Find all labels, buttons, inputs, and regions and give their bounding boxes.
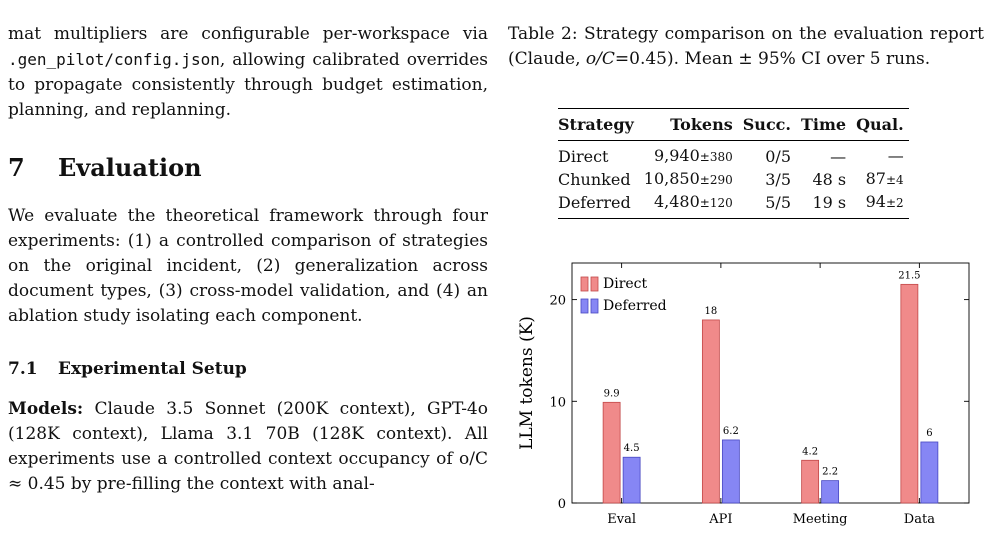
tokens-ci: ±380 bbox=[699, 150, 733, 164]
bar-deferred bbox=[921, 442, 938, 503]
header-succ: Succ. bbox=[742, 115, 791, 134]
tokens-ci: ±290 bbox=[699, 173, 733, 187]
bar-direct bbox=[603, 402, 620, 503]
header-time: Time bbox=[801, 115, 847, 134]
config-path: .gen_pilot/config.json bbox=[8, 50, 220, 69]
data-label: 9.9 bbox=[603, 388, 620, 400]
strategy-cell: Deferred bbox=[558, 193, 631, 212]
tokens-ci: ±120 bbox=[699, 196, 733, 210]
caption-text-end: =0.45). Mean ± 95% CI over 5 runs. bbox=[614, 49, 931, 69]
left-column bbox=[8, 22, 488, 497]
legend-swatch bbox=[591, 277, 598, 291]
tokens-cell bbox=[639, 141, 738, 169]
subsection-number: 7.1 bbox=[8, 359, 38, 379]
table-header-row bbox=[558, 109, 909, 141]
bar-chart bbox=[508, 252, 978, 556]
strategy-cell: Chunked bbox=[558, 170, 631, 189]
models-paragraph bbox=[8, 397, 488, 497]
legend-swatch bbox=[581, 277, 588, 291]
bar-deferred bbox=[623, 457, 640, 503]
qual-ci: ±2 bbox=[885, 196, 904, 210]
caption-math: o/C bbox=[585, 49, 615, 69]
legend-swatch bbox=[581, 299, 588, 313]
models-text: Claude 3.5 Sonnet (200K context), GPT-4o (128K context), Llama 3.1 70B (128K context). All experiments use a controlled context occupancy of o/C ≈ 0.45 by pre-filling the context with anal- bbox=[8, 399, 488, 494]
intro-text: mat multipliers are configurable per-workspace via bbox=[8, 24, 488, 44]
legend-swatch bbox=[591, 299, 598, 313]
caption-text: Table 2: Strategy comparison on the evaluation report (Claude, bbox=[508, 24, 984, 69]
table-row bbox=[558, 191, 909, 219]
bar-deferred bbox=[822, 481, 839, 503]
table-caption bbox=[508, 22, 984, 72]
data-label: 4.2 bbox=[802, 446, 819, 458]
strategy-cell: Direct bbox=[558, 147, 609, 166]
evaluation-paragraph: We evaluate the theoretical framework through four experiments: (1) a controlled comparison of strategies on the original incident, (2) generalization across document types, (3) cross-model validation, and (4) an ablation study isolating each component. bbox=[8, 206, 488, 326]
subsection-title: Experimental Setup bbox=[58, 359, 247, 379]
right-column bbox=[508, 22, 984, 527]
legend-label: Deferred bbox=[603, 298, 667, 314]
subsection-heading bbox=[8, 359, 488, 379]
x-tick-label: Eval bbox=[607, 512, 636, 527]
x-tick-label: API bbox=[709, 512, 733, 527]
data-label: 18 bbox=[704, 305, 718, 317]
intro-text-end: , allowing calibrated overrides to propagate consistently through budget estimation, planning, and replanning. bbox=[8, 50, 488, 120]
data-label: 6.2 bbox=[722, 425, 739, 437]
tokens-value: 9,940 bbox=[653, 146, 700, 165]
bar-deferred bbox=[722, 440, 739, 503]
bar-direct bbox=[702, 320, 719, 503]
header-qual: Qual. bbox=[856, 115, 904, 134]
tokens-cell bbox=[639, 191, 738, 219]
legend-label: Direct bbox=[603, 276, 648, 292]
succ-cell: 0/5 bbox=[765, 147, 791, 166]
data-label: 4.5 bbox=[623, 443, 640, 455]
tokens-value: 10,850 bbox=[643, 169, 700, 188]
models-label: Models: bbox=[8, 399, 84, 419]
qual-cell bbox=[851, 191, 909, 219]
y-axis-label: LLM tokens (K) bbox=[517, 316, 537, 450]
header-strategy: Strategy bbox=[558, 115, 634, 134]
succ-cell: 5/5 bbox=[765, 193, 791, 212]
section-title: Evaluation bbox=[58, 153, 202, 182]
time-cell: 19 s bbox=[812, 193, 847, 212]
bar-direct bbox=[802, 460, 819, 503]
header-tokens: Tokens bbox=[670, 115, 733, 134]
qual-value: 94 bbox=[865, 192, 886, 211]
time-cell: — bbox=[830, 147, 847, 166]
data-label: 21.5 bbox=[898, 270, 921, 282]
intro-paragraph bbox=[8, 22, 488, 123]
y-tick-label: 0 bbox=[557, 497, 566, 512]
qual-cell bbox=[851, 168, 909, 191]
y-tick-label: 20 bbox=[549, 293, 566, 309]
time-cell: 48 s bbox=[812, 170, 847, 189]
y-tick-label: 10 bbox=[549, 395, 566, 411]
x-tick-label: Data bbox=[903, 512, 935, 527]
qual-cell bbox=[851, 141, 909, 169]
data-label: 2.2 bbox=[822, 466, 839, 478]
data-label: 6 bbox=[926, 427, 933, 439]
qual-value: 87 bbox=[865, 169, 886, 188]
section-heading bbox=[8, 153, 488, 183]
tokens-value: 4,480 bbox=[653, 192, 700, 211]
strategy-table bbox=[558, 108, 909, 219]
table-row bbox=[558, 141, 909, 169]
section-number: 7 bbox=[8, 153, 25, 182]
tokens-cell bbox=[639, 168, 738, 191]
bar-chart-svg bbox=[508, 252, 978, 552]
qual-ci: ±4 bbox=[885, 173, 904, 187]
bar-direct bbox=[901, 284, 918, 503]
table-row bbox=[558, 168, 909, 191]
x-tick-label: Meeting bbox=[792, 512, 848, 527]
qual-value: — bbox=[887, 146, 904, 165]
succ-cell: 3/5 bbox=[765, 170, 791, 189]
